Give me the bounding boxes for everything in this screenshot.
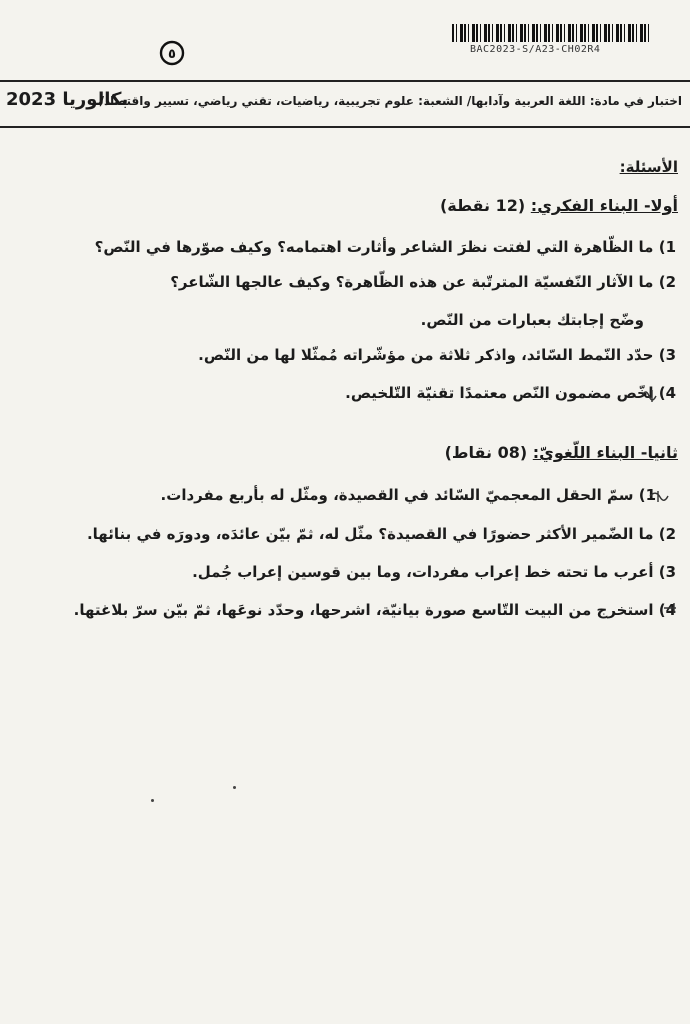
- speck: [151, 799, 154, 802]
- s1-question-4: 4) لخّص مضمون النّص معتمدًا تقنيّة التّلخيص.: [345, 384, 676, 402]
- s2-question-2: 2) ما الضّمير الأكثر حضورًا في القصيدة؟ مثّل له، ثمّ بيّن عائدَه، ودورَه في بنائها.: [86, 525, 676, 543]
- speck: [233, 786, 236, 789]
- s1-question-2: 2) ما الآثار النّفسيّة المترتّبة عن هذه الظّاهرة؟ وكيف عالجها الشّاعر؟: [170, 273, 676, 291]
- questions-label: الأسئلة:: [619, 158, 678, 176]
- barcode-text: BAC2023-S/A23-CH02R4: [470, 44, 601, 55]
- barcode: [452, 24, 652, 42]
- s1-question-3: 3) حدّد النّمط السّائد، واذكر ثلاثة من مؤشّراته مُمثّلا لها من النّص.: [198, 346, 676, 364]
- section-1-heading: [440, 196, 678, 215]
- page-number: ٥: [168, 47, 176, 62]
- s1-question-1: 1) ما الظّاهرة التي لفتت نظرَ الشاعر وأثارت اهتمامه؟ وكيف صوّرها في النّص؟: [94, 238, 676, 256]
- handwritten-mark: [648, 488, 670, 504]
- s2-question-1: 1) سمّ الحقل المعجميّ السّائد في القصيدة، ومثّل له بأربع مفردات.: [160, 486, 656, 504]
- section-2-points: (08 نقاط): [444, 443, 528, 462]
- section-1-points: (12 نقطة): [439, 196, 526, 215]
- handwritten-mark: [640, 386, 664, 404]
- s1-question-2-continuation: وضّح إجابتك بعبارات من النّص.: [420, 311, 644, 329]
- section-2-title: ثانيا- البناء اللّغويّ:: [532, 443, 678, 462]
- handwritten-mark: [662, 600, 680, 616]
- header-year: بكالوريا 2023: [6, 89, 129, 110]
- section-2-heading: [445, 443, 678, 462]
- page-number-badge: [159, 40, 185, 66]
- s2-question-3: 3) أعرب ما تحته خط إعراب مفردات، وما بين قوسين إعراب جُمل.: [192, 563, 676, 581]
- s2-question-4: 4) استخرج من البيت التّاسع صورة بيانيّة، اشرحها، وحدّد نوعَها، ثمّ بيّن سرّ بلاغتها.: [73, 601, 676, 619]
- header-subject: اختبار في مادة: اللغة العربية وآدابها/ الشعبة: علوم تجريبية، رياضيات، تقني رياضي، تسيير واقتصاد/: [99, 94, 682, 108]
- section-1-title: أولا- البناء الفكري:: [530, 196, 678, 215]
